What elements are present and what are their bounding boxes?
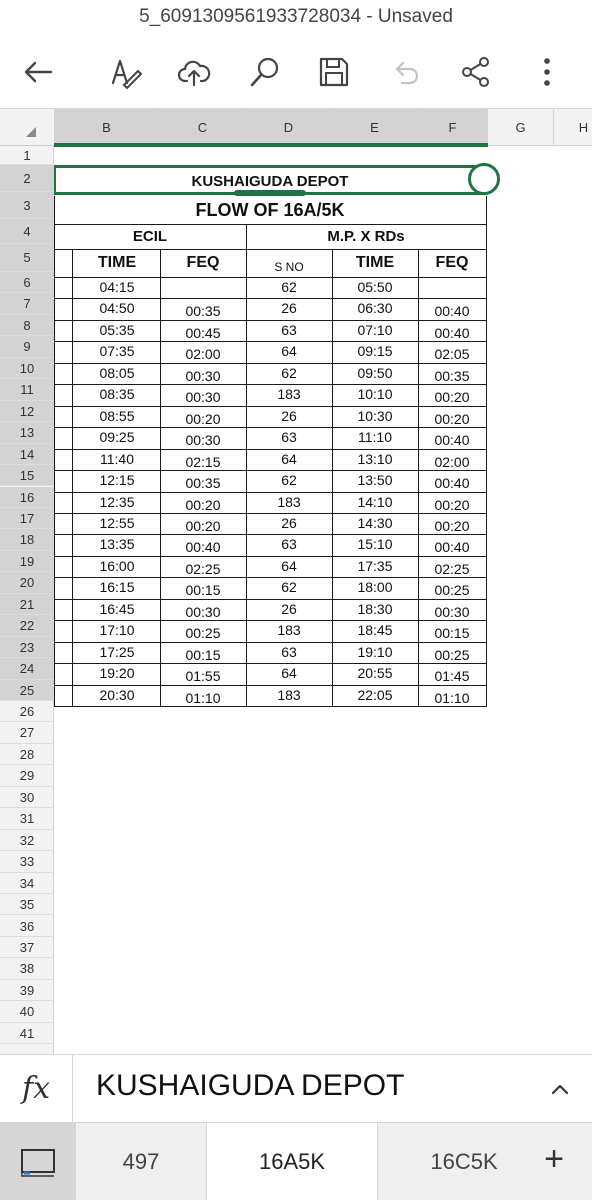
cell-sno[interactable]: 62 (281, 472, 297, 489)
cell-feq-mp[interactable]: 00:25 (434, 646, 470, 663)
row-header-34[interactable]: 34 (0, 873, 54, 894)
group-mp-x-rds-cell[interactable]: M.P. X RDs (327, 228, 405, 245)
row-header-12[interactable]: 12 (0, 401, 54, 422)
row-header-22[interactable]: 22 (0, 615, 54, 636)
cell-time-mp[interactable]: 14:10 (357, 493, 393, 510)
row-header-38[interactable]: 38 (0, 958, 54, 979)
cell-feq-mp[interactable]: 00:40 (434, 303, 470, 320)
cell-sno[interactable]: 26 (281, 300, 297, 317)
cell-time-ecil[interactable]: 05:35 (99, 321, 135, 338)
cell-time-ecil[interactable]: 07:35 (99, 343, 135, 360)
group-ecil-cell[interactable]: ECIL (132, 228, 168, 245)
column-header-f[interactable]: F (418, 109, 488, 146)
cell-time-ecil[interactable]: 17:25 (99, 643, 135, 660)
cell-feq-ecil[interactable]: 00:40 (185, 539, 221, 556)
cell-sno[interactable]: 64 (281, 557, 297, 574)
row-header-41[interactable]: 41 (0, 1023, 54, 1044)
cell-sno[interactable]: 183 (277, 493, 301, 510)
cell-time-ecil[interactable]: 12:35 (99, 493, 135, 510)
cell-feq-ecil[interactable]: 00:35 (185, 475, 221, 492)
row-header-9[interactable]: 9 (0, 336, 54, 357)
cell-feq-ecil[interactable]: 02:15 (185, 453, 221, 470)
row-header-32[interactable]: 32 (0, 830, 54, 851)
cell-time-ecil[interactable]: 16:15 (99, 579, 135, 596)
cell-time-ecil[interactable]: 12:55 (99, 514, 135, 531)
cell-sno[interactable]: 63 (281, 643, 297, 660)
header-sno-cell[interactable]: S NO (274, 260, 304, 274)
cell-feq-ecil[interactable]: 00:45 (185, 324, 221, 341)
column-header-h[interactable]: H (554, 109, 592, 146)
header-feq-ecil-cell[interactable]: FEQ (186, 254, 220, 271)
cell-time-mp[interactable]: 07:10 (357, 321, 393, 338)
cell-sno[interactable]: 26 (281, 514, 297, 531)
cell-feq-ecil[interactable]: 00:20 (185, 496, 221, 513)
cell-time-ecil[interactable]: 12:15 (99, 472, 135, 489)
cell-feq-mp[interactable]: 01:10 (434, 689, 470, 706)
cell-feq-mp[interactable]: 00:40 (434, 324, 470, 341)
cell-feq-mp[interactable]: 02:05 (434, 346, 470, 363)
cell-time-mp[interactable]: 18:45 (357, 622, 393, 639)
header-feq-mp-cell[interactable]: FEQ (435, 254, 469, 271)
back-button[interactable] (14, 48, 62, 96)
cell-time-ecil[interactable]: 08:05 (99, 364, 135, 381)
cell-time-ecil[interactable]: 17:10 (99, 622, 135, 639)
cell-feq-mp[interactable]: 00:20 (434, 389, 470, 406)
row-header-5[interactable]: 5 (0, 244, 54, 272)
row-header-15[interactable]: 15 (0, 465, 54, 486)
row-header-40[interactable]: 40 (0, 1001, 54, 1022)
select-all-button[interactable] (0, 109, 54, 146)
row-header-8[interactable]: 8 (0, 315, 54, 336)
share-button[interactable] (452, 48, 500, 96)
cell-time-mp[interactable]: 19:10 (357, 643, 393, 660)
cell-feq-mp[interactable]: 00:15 (434, 625, 470, 642)
save-button[interactable] (310, 48, 358, 96)
sheet-list-button[interactable] (0, 1123, 76, 1200)
cell-sno[interactable]: 26 (281, 407, 297, 424)
cell-time-mp[interactable]: 18:00 (357, 579, 393, 596)
cell-feq-ecil[interactable]: 00:30 (185, 603, 221, 620)
sheets-overview-icon (20, 1147, 56, 1177)
cell-time-ecil[interactable]: 19:20 (99, 665, 135, 682)
cell-feq-ecil[interactable]: 02:25 (185, 560, 221, 577)
row-header-1[interactable]: 1 (0, 146, 54, 165)
window-title: 5_6091309561933728034 - Unsaved (139, 6, 453, 27)
cell-sno[interactable]: 62 (281, 279, 297, 295)
formula-input[interactable]: KUSHAIGUDA DEPOT (96, 1069, 405, 1102)
cell-feq-ecil[interactable]: 00:35 (185, 303, 221, 320)
chevron-up-icon[interactable] (548, 1077, 572, 1101)
row-header-2[interactable]: 2 (0, 165, 54, 192)
row-header-16[interactable]: 16 (0, 487, 54, 508)
row-header-23[interactable]: 23 (0, 637, 54, 658)
header-time-ecil-cell[interactable]: TIME (97, 254, 137, 271)
column-header-g[interactable]: G (488, 109, 554, 146)
cell-feq-ecil[interactable]: 02:00 (185, 346, 221, 363)
cell-feq-mp[interactable]: 00:30 (434, 603, 470, 620)
cell-time-mp[interactable]: 17:35 (357, 557, 393, 574)
more-options-button[interactable] (523, 48, 571, 96)
cell-sno[interactable]: 62 (281, 364, 297, 381)
cell-feq-ecil[interactable]: 01:55 (185, 668, 221, 685)
cell-time-ecil[interactable]: 08:35 (99, 386, 135, 403)
row-header-17[interactable]: 17 (0, 508, 54, 529)
sheet-tab-497[interactable]: 497 (122, 1149, 160, 1174)
row-header-13[interactable]: 13 (0, 422, 54, 443)
cell-feq-mp[interactable]: 00:20 (434, 496, 470, 513)
row-header-6[interactable]: 6 (0, 272, 54, 293)
cell-feq-mp[interactable]: 00:40 (434, 475, 470, 492)
cell-time-mp[interactable]: 09:15 (357, 343, 393, 360)
row-header-26[interactable]: 26 (0, 701, 54, 722)
cell-time-mp[interactable]: 10:30 (357, 407, 393, 424)
row-header-36[interactable]: 36 (0, 916, 54, 937)
cell-feq-ecil[interactable]: 00:20 (185, 410, 221, 427)
cell-sno[interactable]: 64 (281, 450, 297, 467)
sheet-subtitle-cell[interactable]: FLOW OF 16A/5K (195, 200, 345, 220)
more-options-icon (530, 55, 564, 89)
search-icon (248, 55, 282, 89)
row-header-24[interactable]: 24 (0, 658, 54, 679)
cell-feq-ecil[interactable]: 00:30 (185, 432, 221, 449)
cell-sno[interactable]: 64 (281, 665, 297, 682)
cell-time-mp[interactable]: 22:05 (357, 686, 393, 703)
cell-feq-ecil[interactable]: 01:10 (185, 689, 221, 706)
cell-time-mp[interactable]: 10:10 (357, 386, 393, 403)
selection-resize-handle[interactable] (468, 163, 500, 195)
undo-icon (388, 55, 422, 89)
cell-time-ecil[interactable]: 11:40 (100, 450, 134, 467)
row-header-18[interactable]: 18 (0, 529, 54, 550)
back-arrow-icon (21, 55, 55, 89)
row-header-27[interactable]: 27 (0, 722, 54, 743)
row-header-30[interactable]: 30 (0, 787, 54, 808)
cell-feq-mp[interactable]: 01:45 (434, 668, 470, 685)
row-header-37[interactable]: 37 (0, 937, 54, 958)
row-header-11[interactable]: 11 (0, 379, 54, 400)
cell-sno[interactable]: 183 (277, 686, 301, 703)
row-header-28[interactable]: 28 (0, 744, 54, 765)
cell-time-ecil[interactable]: 08:55 (99, 407, 135, 424)
formula-bar (0, 1054, 592, 1122)
fx-icon[interactable]: fx (22, 1071, 51, 1106)
find-button[interactable] (241, 48, 289, 96)
edit-button[interactable] (101, 48, 149, 96)
cell-time-mp[interactable]: 20:55 (357, 665, 393, 682)
cell-feq-ecil[interactable]: 00:15 (185, 582, 221, 599)
cell-time-mp[interactable]: 14:30 (357, 514, 393, 531)
cell-feq-mp[interactable]: 00:25 (434, 582, 470, 599)
row-header-14[interactable]: 14 (0, 444, 54, 465)
cloud-upload-icon (177, 55, 211, 89)
header-time-mp-cell[interactable]: TIME (355, 254, 395, 271)
cell-sno[interactable]: 183 (277, 386, 301, 403)
cell-feq-ecil[interactable]: 00:20 (185, 517, 221, 534)
toolbar (0, 34, 592, 108)
row-header-4[interactable]: 4 (0, 219, 54, 244)
column-header-e[interactable]: E (332, 109, 418, 146)
cell-feq-ecil[interactable]: 00:25 (185, 625, 221, 642)
row-header-31[interactable]: 31 (0, 808, 54, 829)
cell-sno[interactable]: 63 (281, 536, 297, 553)
cell-time-mp[interactable]: 11:10 (358, 429, 392, 446)
cell-feq-ecil[interactable]: 00:15 (185, 646, 221, 663)
cell-feq-ecil[interactable]: 00:30 (185, 389, 221, 406)
undo-button[interactable] (381, 48, 429, 96)
cell-time-ecil[interactable]: 09:25 (99, 429, 135, 446)
cell-sno[interactable]: 63 (281, 429, 297, 446)
pen-edit-icon (108, 55, 142, 89)
cell-feq-mp[interactable]: 00:40 (434, 432, 470, 449)
cell-feq-mp[interactable]: 00:20 (434, 517, 470, 534)
cell-time-mp[interactable]: 09:50 (357, 364, 393, 381)
spreadsheet-grid[interactable] (54, 146, 592, 1054)
cell-feq-mp[interactable]: 00:20 (434, 410, 470, 427)
cell-time-mp[interactable]: 13:50 (357, 472, 393, 489)
cell-feq-mp[interactable]: 00:35 (434, 367, 470, 384)
row-header-25[interactable]: 25 (0, 680, 54, 701)
column-header-b[interactable]: B (54, 109, 160, 146)
row-header-39[interactable]: 39 (0, 980, 54, 1001)
row-header-19[interactable]: 19 (0, 551, 54, 572)
upload-button[interactable] (170, 48, 218, 96)
share-icon (459, 55, 493, 89)
select-all-triangle-icon (26, 127, 36, 137)
cell-time-mp[interactable]: 13:10 (357, 450, 393, 467)
column-header-d[interactable]: D (246, 109, 332, 146)
column-header (0, 108, 592, 146)
cell-sno[interactable]: 62 (281, 579, 297, 596)
sheet-tab-16a5k[interactable]: 16A5K (207, 1123, 377, 1200)
cell-time-ecil[interactable]: 16:45 (99, 600, 135, 617)
cell-time-mp[interactable]: 06:30 (357, 300, 393, 317)
add-sheet-button[interactable]: + (544, 1140, 564, 1178)
row-header-33[interactable]: 33 (0, 851, 54, 872)
cell-time-mp[interactable]: 05:50 (357, 279, 393, 295)
row-header (0, 146, 54, 1054)
cell-time-mp[interactable]: 15:10 (357, 536, 393, 553)
row-header-7[interactable]: 7 (0, 293, 54, 314)
cell-sno[interactable]: 63 (281, 321, 297, 338)
cell-time-ecil[interactable]: 16:00 (99, 557, 135, 574)
cell-time-ecil[interactable]: 20:30 (99, 686, 135, 703)
row-header-20[interactable]: 20 (0, 572, 54, 593)
selection-drag-handle[interactable] (234, 190, 306, 196)
cell-feq-mp[interactable]: 02:00 (434, 453, 470, 470)
cell-time-ecil[interactable]: 13:35 (99, 536, 135, 553)
cell-feq-mp[interactable]: 00:40 (434, 539, 470, 556)
cell-feq-ecil[interactable]: 00:30 (185, 367, 221, 384)
row-header-35[interactable]: 35 (0, 894, 54, 915)
sheet-title-cell[interactable]: KUSHAIGUDA DEPOT (191, 173, 349, 190)
cell-sno[interactable]: 64 (281, 343, 297, 360)
cell-feq-mp[interactable]: 02:25 (434, 560, 470, 577)
row-header-10[interactable]: 10 (0, 358, 54, 379)
cell-time-mp[interactable]: 18:30 (357, 600, 393, 617)
column-header-c[interactable]: C (160, 109, 246, 146)
sheet-tab-bar (0, 1122, 592, 1200)
cell-sno[interactable]: 183 (277, 622, 301, 639)
row-header-29[interactable]: 29 (0, 765, 54, 786)
cell-time-ecil[interactable]: 04:50 (99, 300, 135, 317)
sheet-tab-16c5k[interactable]: 16C5K (430, 1149, 498, 1174)
cell-sno[interactable]: 26 (281, 600, 297, 617)
row-header-21[interactable]: 21 (0, 594, 54, 615)
cell-time-ecil[interactable]: 04:15 (99, 279, 135, 295)
row-header-3[interactable]: 3 (0, 192, 54, 219)
save-icon (317, 55, 351, 89)
